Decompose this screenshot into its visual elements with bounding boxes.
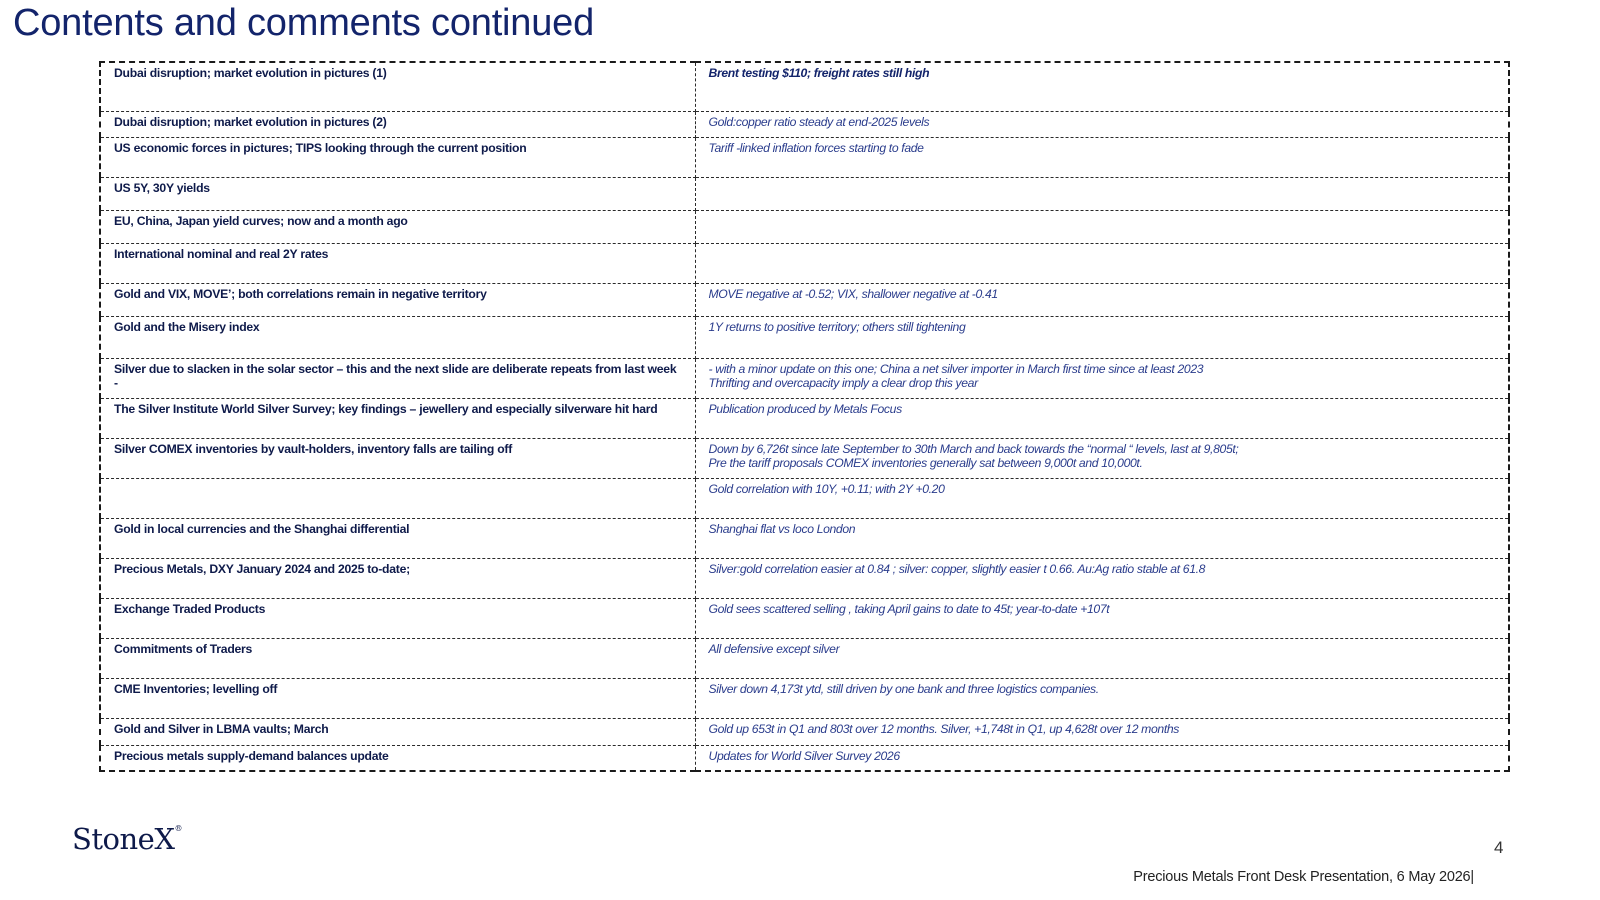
comment-cell: Gold:copper ratio steady at end-2025 levels xyxy=(695,111,1509,137)
topic-cell: Gold in local currencies and the Shanghai differential xyxy=(100,518,695,558)
topic-cell: Gold and VIX, MOVE’; both correlations remain in negative territory xyxy=(100,283,695,316)
table-row xyxy=(100,718,1509,745)
comment-cell: Publication produced by Metals Focus xyxy=(695,398,1509,438)
table-row xyxy=(100,678,1509,718)
table-row xyxy=(100,745,1509,771)
comment-cell xyxy=(695,210,1509,243)
topic-cell xyxy=(100,478,695,518)
table-row xyxy=(100,177,1509,210)
table-row xyxy=(100,316,1509,358)
comment-cell: 1Y returns to positive territory; others still tightening xyxy=(695,316,1509,358)
topic-cell: Precious metals supply-demand balances update xyxy=(100,745,695,771)
footer-text: Precious Metals Front Desk Presentation, 6 May 2026| xyxy=(1133,869,1474,885)
table-row xyxy=(100,558,1509,598)
comment-line: Pre the tariff proposals COMEX inventories generally sat between 9,000t and 10,000t. xyxy=(708,455,1143,470)
comment-cell xyxy=(695,358,1509,398)
comment-cell xyxy=(695,177,1509,210)
comment-cell: Brent testing $110; freight rates still high xyxy=(695,62,1509,111)
topic-cell: Gold and the Misery index xyxy=(100,316,695,358)
table-row xyxy=(100,243,1509,283)
table-row xyxy=(100,598,1509,638)
comment-cell: Tariff -linked inflation forces starting to fade xyxy=(695,137,1509,177)
comment-cell: Gold correlation with 10Y, +0.11; with 2Y +0.20 xyxy=(695,478,1509,518)
comment-cell: Updates for World Silver Survey 2026 xyxy=(695,745,1509,771)
comment-cell: Gold sees scattered selling , taking April gains to date to 45t; year-to-date +107t xyxy=(695,598,1509,638)
comment-cell xyxy=(695,438,1509,478)
table-row xyxy=(100,283,1509,316)
topic-cell: Gold and Silver in LBMA vaults; March xyxy=(100,718,695,745)
comment-line: Down by 6,726t since late September to 30th March and back towards the “normal “ levels, last at 9,805t; xyxy=(708,441,1239,456)
registered-mark: ® xyxy=(174,824,183,833)
comment-cell: All defensive except silver xyxy=(695,638,1509,678)
topic-cell: International nominal and real 2Y rates xyxy=(100,243,695,283)
comment-cell: Silver down 4,173t ytd, still driven by one bank and three logistics companies. xyxy=(695,678,1509,718)
comment-cell: MOVE negative at -0.52; VIX, shallower negative at -0.41 xyxy=(695,283,1509,316)
logo-text: StoneX xyxy=(72,822,175,856)
topic-cell: Precious Metals, DXY January 2024 and 2025 to-date; xyxy=(100,558,695,598)
topic-cell: CME Inventories; levelling off xyxy=(100,678,695,718)
topic-cell: Commitments of Traders xyxy=(100,638,695,678)
comment-line: - with a minor update on this one; China a net silver importer in March first time since at least 2023 xyxy=(708,361,1204,376)
table-row xyxy=(100,111,1509,137)
table-row xyxy=(100,137,1509,177)
topic-cell: Silver COMEX inventories by vault-holders, inventory falls are tailing off xyxy=(100,438,695,478)
table-row xyxy=(100,478,1509,518)
comment-cell: Gold up 653t in Q1 and 803t over 12 months. Silver, +1,748t in Q1, up 4,628t over 12 months xyxy=(695,718,1509,745)
contents-table xyxy=(99,61,1510,772)
table-row xyxy=(100,358,1509,398)
page-title: Contents and comments continued xyxy=(13,2,595,44)
topic-cell: EU, China, Japan yield curves; now and a month ago xyxy=(100,210,695,243)
table-row xyxy=(100,62,1509,111)
topic-cell: Silver due to slacken in the solar sector – this and the next slide are deliberate repeats from last week - xyxy=(100,358,695,398)
topic-cell: Dubai disruption; market evolution in pictures (2) xyxy=(100,111,695,137)
topic-cell: Exchange Traded Products xyxy=(100,598,695,638)
page-number: 4 xyxy=(1494,838,1504,857)
topic-cell: Dubai disruption; market evolution in pictures (1) xyxy=(100,62,695,111)
comment-cell xyxy=(695,243,1509,283)
comment-cell: Shanghai flat vs loco London xyxy=(695,518,1509,558)
comment-line: Thrifting and overcapacity imply a clear drop this year xyxy=(708,375,978,390)
table-row xyxy=(100,438,1509,478)
table-row xyxy=(100,210,1509,243)
topic-cell: US economic forces in pictures; TIPS looking through the current position xyxy=(100,137,695,177)
stonex-logo xyxy=(72,822,182,856)
table-row xyxy=(100,518,1509,558)
comment-cell: Silver:gold correlation easier at 0.84 ; silver: copper, slightly easier t 0.66. Au:Ag ratio stable at 61.8 xyxy=(695,558,1509,598)
topic-cell: US 5Y, 30Y yields xyxy=(100,177,695,210)
table-row xyxy=(100,398,1509,438)
table-row xyxy=(100,638,1509,678)
topic-cell: The Silver Institute World Silver Survey; key findings – jewellery and especially silverware hit hard xyxy=(100,398,695,438)
